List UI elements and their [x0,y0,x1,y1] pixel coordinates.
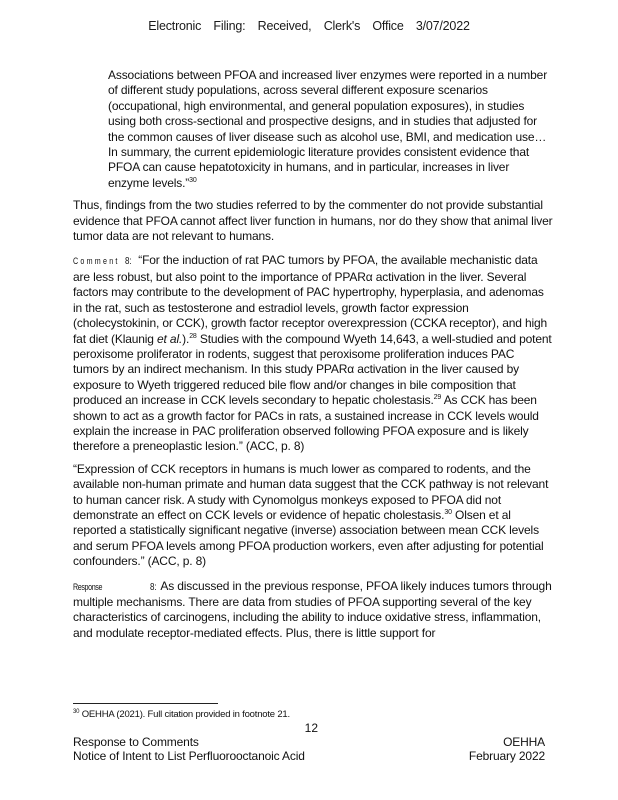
comment-cont-text-1: “Expression of CCK receptors in humans is much lower as compared to rodents, and the available non-human primate and human data suggest that the CCK pathway is not relevant to human cancer risk. A study with Cynomolgus monkeys exposed to PFOA did not demonstrate an effect on CCK levels or evidence of hepatic cholestasis. [73,461,549,522]
thus-paragraph: Thus, findings from the two studies referred to by the commenter do not provide substantial evidence that PFOA cannot affect liver function in humans, nor do they show that animal liver tumor data are not relevant to humans. [73,198,553,244]
comment-paragraph [73,253,553,454]
filing-stamp: Electronic Filing: Received, Clerk's Office 3/07/2022 [148,19,470,33]
footnote-ref: 29 [433,394,442,402]
footer-subtitle: Notice of Intent to List Perfluorooctanoic Acid [73,749,305,763]
comment-label-word: Comment [73,256,120,268]
comment-text-3: As CCK has been shown to act as a growth factor for PACs in rats, a sustained increase in CCK levels would explain the increase in PAC proliferation observed following PFOA exposure and is likely therefore a preneoplastic lesion.” (ACC, p. 8) [73,393,539,454]
footer-date: February 2022 [468,749,545,763]
response-label [73,579,158,593]
comment-cont-text-2: Olsen et al reported a statistically significant negative (inverse) association between mean CCK levels and serum PFOA levels among PFOA production workers, even after adjusting for potential confounders.” (ACC, p. 8) [73,507,544,569]
page-footer [73,735,545,763]
footnote-ref: 28 [189,332,197,340]
block-quote-text: Associations between PFOA and increased liver enzymes were reported in a number of different study populations, across several different exposure scenarios (occupational, high environmental, and general population exposures), in studies using both cross-sectional and prospective designs, and in studies that adjusted for the common causes of liver disease such as alcohol use, BMI, and medication use… In summary, the current epidemiologic literature provides consistent evidence that PFOA can cause hepatotoxicity in humans, and in particular, increases in liver enzyme levels.” [108,68,548,190]
comment-label-number: 8: [125,256,132,268]
et-al: et al. [157,331,183,346]
comment-text-1: “For the induction of rat PAC tumors by PFOA, the available mechanistic data are less robust, but also point to the importance of PPARα activation in the liver. Several factors may contribute to the development of PAC hypertrophy, hyperplasia, and adenomas in the rat, such as testosterone and estradiol levels, growth factor expression (cholecystokinin, or CCK), growth factor receptor overexpression (CCKA receptor), and high fat diet (Klaunig [73,253,548,346]
footnote-ref: 30 [444,508,452,516]
comment-continuation [73,462,553,570]
footer-document-title: Response to Comments [73,735,199,749]
response-paragraph [73,579,553,642]
footnote-text: OEHHA (2021). Full citation provided in footnote 21. [79,709,290,720]
footnote-number: 30 [73,709,80,715]
page-number: 12 [304,721,318,735]
comment-text-1-end: ). [182,331,190,346]
footnote-ref: 30 [189,176,197,184]
response-label-word: Response [73,581,103,593]
footnote-divider [73,703,218,704]
footnote [73,709,290,720]
footer-agency: OEHHA [503,735,545,749]
comment-label [73,253,133,267]
comment-text-2: Studies with the compound Wyeth 14,643, a well-studied and potent peroxisome proliferator in rodents, suggest that peroxisome proliferation induces PAC tumors by an indirect mechanism. In this study PPARα activation in the liver caused by exposure to Wyeth triggered reduced bile flow and/or changes in bile composition that produced an increase in CCK levels secondary to hepatic cholestasis. [73,331,552,408]
block-quote [108,68,553,191]
response-label-number: 8: [149,581,157,593]
response-text: As discussed in the previous response, PFOA likely induces tumors through multiple mechanisms. There are data from studies of PFOA supporting several of the key characteristics of carcinogens, including the ability to induce oxidative stress, inflammation, and modulate receptor-mediated effects. Plus, there is little support for [73,578,552,640]
document-body [73,68,553,641]
